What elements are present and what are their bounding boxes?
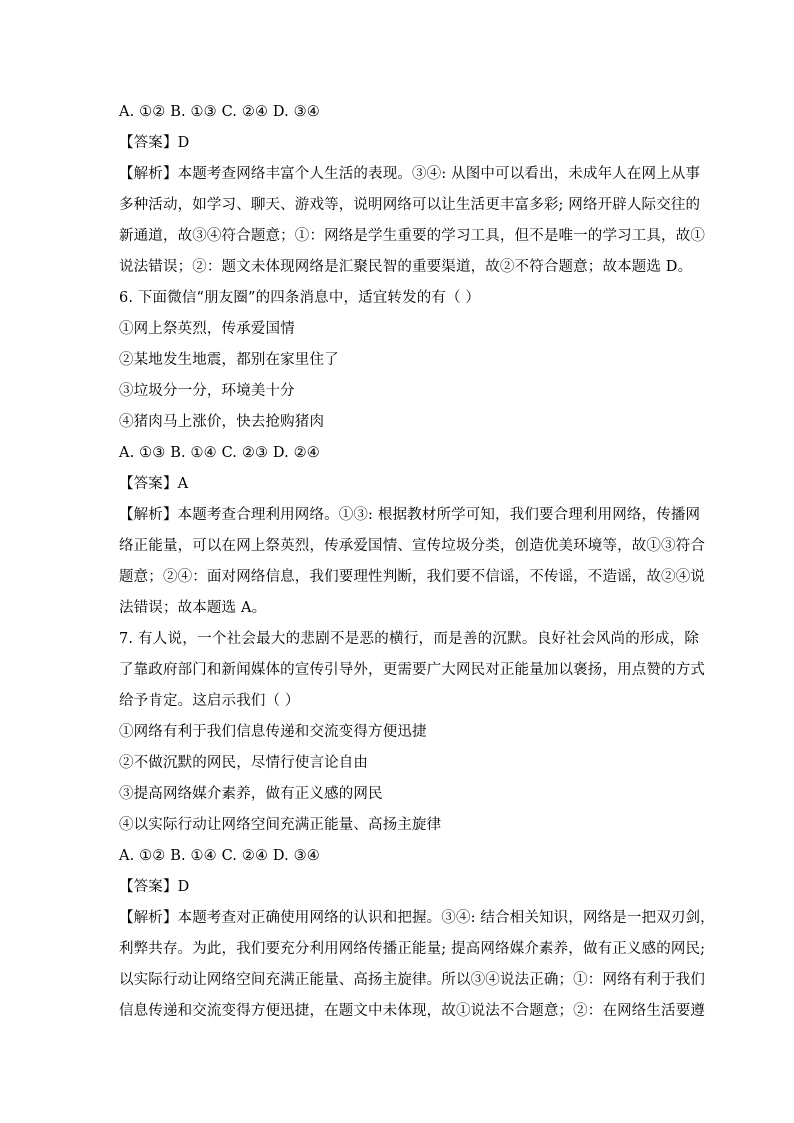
q7-answer: 【答案】D [119, 879, 190, 895]
q6-item-4: ④猪肉马上涨价，快去抢购猪肉 [119, 414, 325, 430]
q5-analysis-line-2: 多种活动，如学习、聊天、游戏等，说明网络可以让生活更丰富多彩; 网络开辟人际交往的 [119, 197, 701, 213]
q5-options: A. ①② B. ①③ C. ②④ D. ③④ [119, 104, 320, 120]
q7-analysis-line-3: 以实际行动让网络空间充满正能量、高扬主旋律。所以③④说法正确；①：网络有利于我们 [119, 972, 705, 988]
q5-analysis-line-3: 新通道，故③④符合题意；①：网络是学生重要的学习工具，但不是唯一的学习工具，故① [119, 228, 705, 244]
q6-answer: 【答案】A [119, 476, 189, 492]
q6-item-3: ③垃圾分一分，环境美十分 [119, 383, 295, 399]
q5-analysis-line-4: 说法错误；②：题文未体现网络是汇聚民智的重要渠道，故②不符合题意；故本题选 D。 [119, 259, 693, 275]
q6-options: A. ①③ B. ①④ C. ②③ D. ②④ [119, 445, 320, 461]
q6-question: 6. 下面微信“朋友圈”的四条消息中，适宜转发的有（ ） [119, 290, 481, 306]
q7-question-line-3: 给予肯定。这启示我们（ ） [119, 693, 300, 709]
q6-analysis-line-2: 络正能量，可以在网上祭英烈，传承爱国情、宣传垃圾分类，创造优美环境等，故①③符合 [119, 538, 705, 554]
q6-analysis-line-3: 题意；②④：面对网络信息，我们要理性判断，我们要不信谣，不传谣，不造谣，故②④说 [119, 569, 705, 585]
q5-analysis-line-1: 【解析】本题考查网络丰富个人生活的表现。③④: 从图中可以看出，未成年人在网上从事 [119, 166, 701, 182]
q7-item-1: ①网络有利于我们信息传递和交流变得方便迅捷 [119, 724, 427, 740]
q7-item-3: ③提高网络媒介素养，做有正义感的网民 [119, 786, 383, 802]
q7-analysis-line-4: 信息传递和交流变得方便迅捷，在题文中未体现，故①说法不合题意；②：在网络生活要遵 [119, 1003, 705, 1019]
q7-question-line-2: 了靠政府部门和新闻媒体的宣传引导外，更需要广大网民对正能量加以褒扬，用点赞的方式 [119, 662, 705, 678]
q6-analysis-line-4: 法错误；故本题选 A。 [119, 600, 267, 616]
q7-options: A. ①② B. ①④ C. ②④ D. ③④ [119, 848, 320, 864]
q7-item-4: ④以实际行动让网络空间充满正能量、高扬主旋律 [119, 817, 442, 833]
q6-item-2: ②某地发生地震，都别在家里住了 [119, 352, 339, 368]
q7-analysis-line-1: 【解析】本题考查对正确使用网络的认识和把握。③④: 结合相关知识，网络是一把双刃剑， [119, 910, 715, 926]
q7-item-2: ②不做沉默的网民，尽情行使言论自由 [119, 755, 369, 771]
q7-question-line-1: 7. 有人说，一个社会最大的悲剧不是恶的横行，而是善的沉默。良好社会风尚的形成，除 [119, 631, 699, 647]
q6-analysis-line-1: 【解析】本题考查合理利用网络。①③: 根据教材所学可知，我们要合理利用网络，传播网 [119, 507, 701, 523]
q6-item-1: ①网上祭英烈，传承爱国情 [119, 321, 295, 337]
q7-analysis-line-2: 利弊共存。为此，我们要充分利用网络传播正能量; 提高网络媒介素养，做有正义感的网民; [119, 941, 706, 957]
q5-answer: 【答案】D [119, 135, 190, 151]
